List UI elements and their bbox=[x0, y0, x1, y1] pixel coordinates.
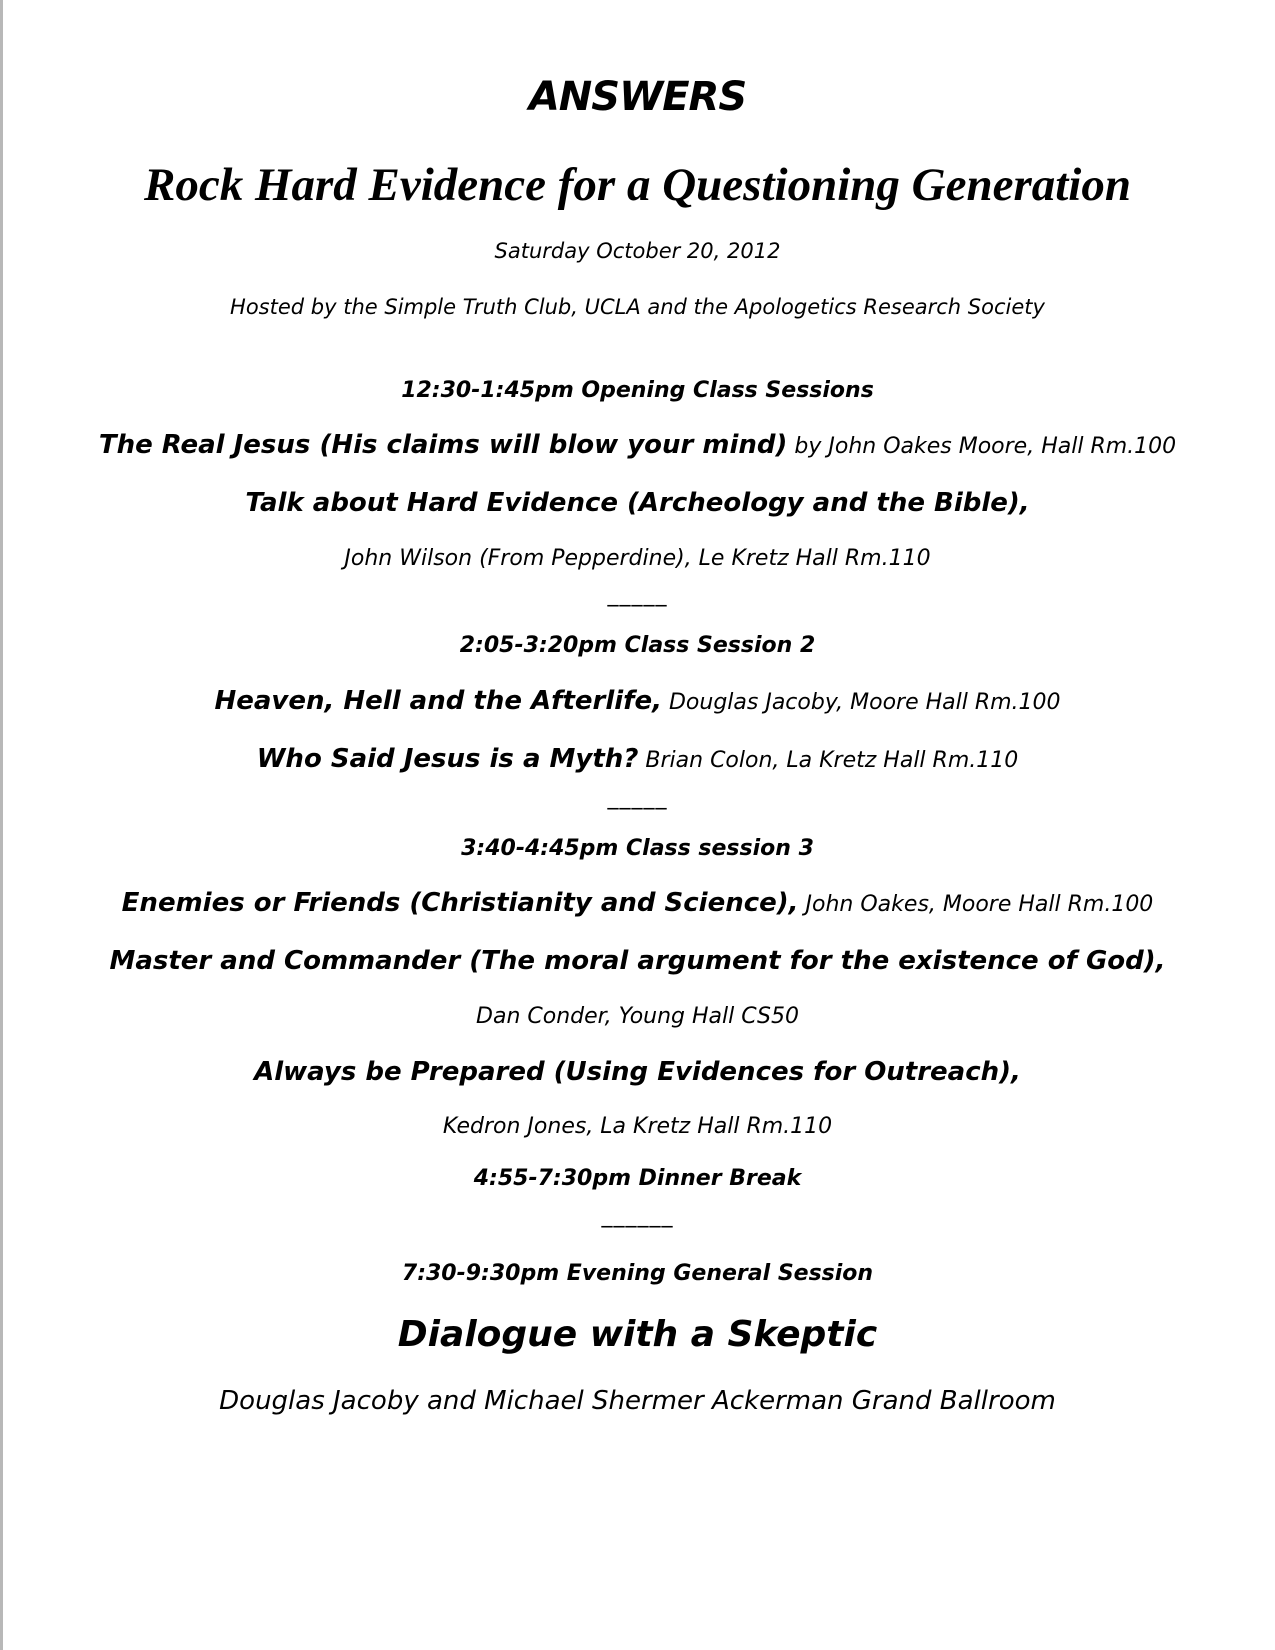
session2-talk1 bbox=[0, 686, 1275, 716]
separator: ______ bbox=[601, 1203, 674, 1228]
evening-time: 7:30-9:30pm Evening General Session bbox=[401, 1261, 874, 1286]
separator: _____ bbox=[607, 582, 668, 607]
session3-talk1 bbox=[0, 888, 1275, 918]
session3-talk2-speaker: Dan Conder, Young Hall CS50 bbox=[476, 1004, 799, 1029]
session2-talk1-speaker: Douglas Jacoby, Moore Hall Rm.100 bbox=[661, 690, 1061, 715]
session3-talk3-speaker: Kedron Jones, La Kretz Hall Rm.110 bbox=[442, 1114, 833, 1139]
session2-talk1-title: Heaven, Hell and the Afterlife, bbox=[214, 686, 662, 716]
session1-time: 12:30-1:45pm Opening Class Sessions bbox=[401, 378, 874, 403]
session2-talk2-speaker: Brian Colon, La Kretz Hall Rm.110 bbox=[638, 748, 1019, 773]
session1-talk2-title: Talk about Hard Evidence (Archeology and the Bible), bbox=[245, 488, 1030, 518]
session1-talk1-title: The Real Jesus (His claims will blow your mind) bbox=[98, 430, 788, 460]
session3-talk1-speaker: John Oakes, Moore Hall Rm.100 bbox=[798, 892, 1154, 917]
separator: _____ bbox=[607, 785, 668, 810]
session2-talk2-title: Who Said Jesus is a Myth? bbox=[256, 744, 639, 774]
session1-talk2-speaker: John Wilson (From Pepperdine), Le Kretz Hall Rm.110 bbox=[344, 546, 931, 571]
event-title: ANSWERS bbox=[528, 74, 747, 120]
event-subtitle: Rock Hard Evidence for a Questioning Generation bbox=[143, 159, 1132, 211]
session3-talk3-title: Always be Prepared (Using Evidences for Outreach), bbox=[254, 1057, 1021, 1087]
session1-talk1-speaker: by John Oakes Moore, Hall Rm.100 bbox=[787, 434, 1177, 459]
evening-title: Dialogue with a Skeptic bbox=[397, 1314, 878, 1355]
session3-talk1-title: Enemies or Friends (Christianity and Science), bbox=[121, 888, 799, 918]
session1-talk1 bbox=[0, 430, 1275, 460]
evening-speakers: Douglas Jacoby and Michael Shermer Ackerman Grand Ballroom bbox=[219, 1386, 1056, 1416]
event-host: Hosted by the Simple Truth Club, UCLA and the Apologetics Research Society bbox=[230, 295, 1045, 319]
session3-time: 3:40-4:45pm Class session 3 bbox=[461, 836, 814, 861]
session2-time: 2:05-3:20pm Class Session 2 bbox=[459, 633, 816, 658]
event-date: Saturday October 20, 2012 bbox=[494, 239, 781, 263]
dinner-time: 4:55-7:30pm Dinner Break bbox=[473, 1166, 802, 1191]
session3-talk2-title: Master and Commander (The moral argument for the existence of God), bbox=[109, 946, 1166, 976]
session2-talk2 bbox=[0, 744, 1275, 774]
